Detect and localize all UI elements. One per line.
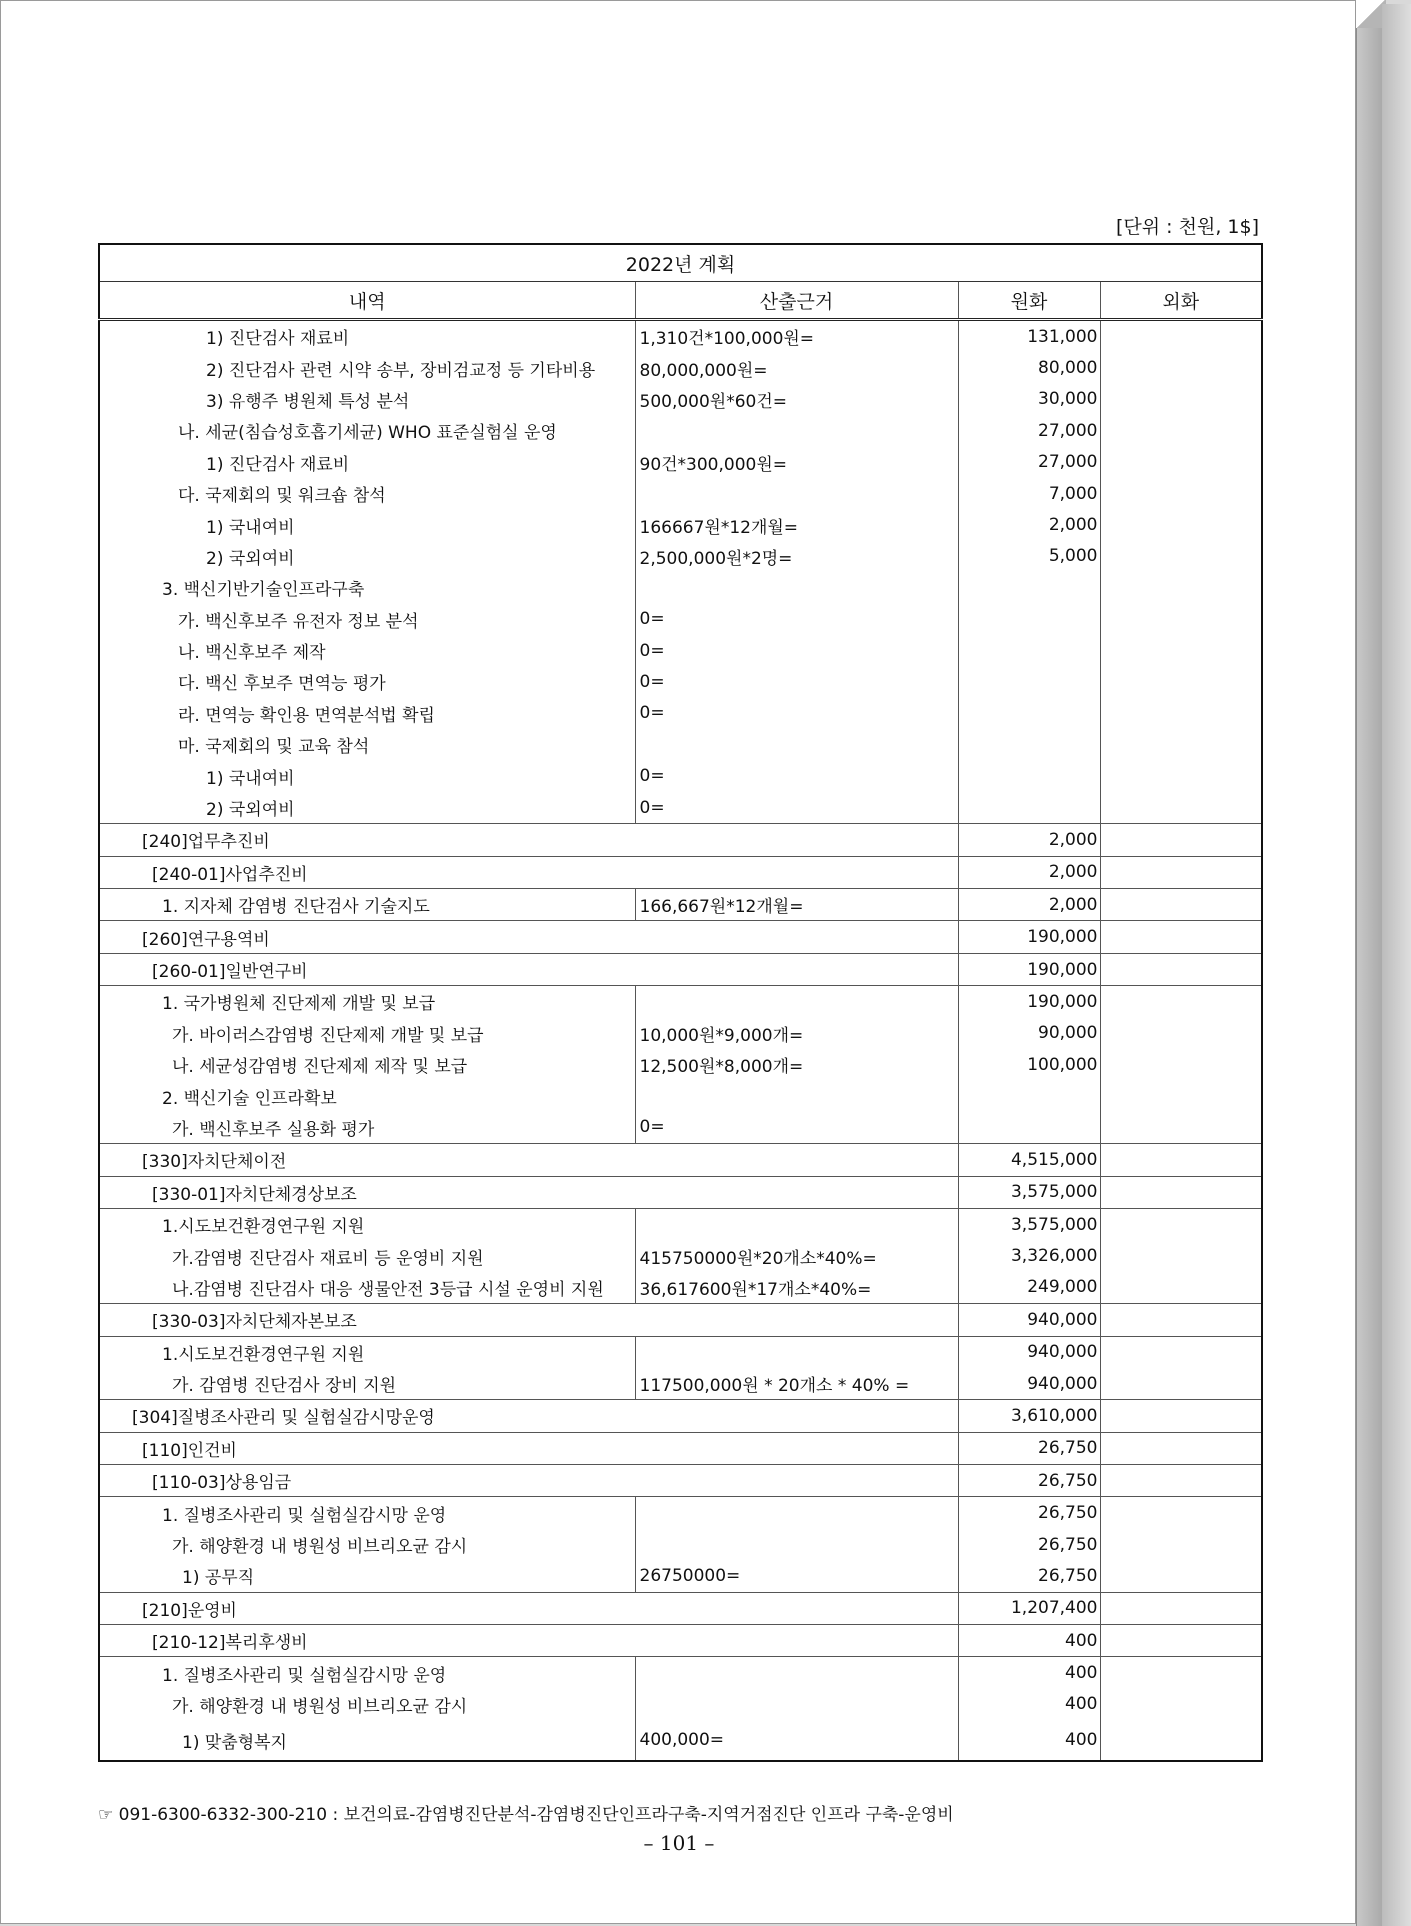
row-usd xyxy=(1100,635,1262,666)
row-basis xyxy=(635,1208,958,1240)
row-basis: 500,000원*60건= xyxy=(635,384,958,415)
table-row xyxy=(99,1304,1262,1336)
row-item: 1. 질병조사관리 및 실험실감시망 운영 xyxy=(99,1497,635,1529)
row-item: 1.시도보건환경연구원 지원 xyxy=(99,1208,635,1240)
row-item: 1) 맞춤형복지 xyxy=(99,1720,635,1761)
row-krw: 190,000 xyxy=(958,986,1100,1018)
row-basis: 12,500원*8,000개= xyxy=(635,1049,958,1080)
row-item: 다. 백신 후보주 면역능 평가 xyxy=(99,666,635,697)
row-krw: 100,000 xyxy=(958,1049,1100,1080)
row-item: 1. 질병조사관리 및 실험실감시망 운영 xyxy=(99,1657,635,1689)
page-shadow xyxy=(1382,4,1411,1926)
row-usd xyxy=(1100,666,1262,697)
header-item: 내역 xyxy=(99,282,635,320)
row-item: [260-01]일반연구비 xyxy=(99,953,958,985)
table-row xyxy=(99,415,1262,446)
row-usd xyxy=(1100,1657,1262,1689)
table-row xyxy=(99,824,1262,856)
table-row xyxy=(99,1080,1262,1111)
table-row xyxy=(99,1432,1262,1464)
row-item: 2) 국외여비 xyxy=(99,792,635,824)
row-krw: 4,515,000 xyxy=(958,1144,1100,1176)
row-krw xyxy=(958,635,1100,666)
row-usd xyxy=(1100,1144,1262,1176)
row-usd xyxy=(1100,1049,1262,1080)
row-krw: 940,000 xyxy=(958,1304,1100,1336)
row-krw: 3,326,000 xyxy=(958,1240,1100,1271)
row-usd xyxy=(1100,415,1262,446)
row-basis: 0= xyxy=(635,635,958,666)
row-krw: 400 xyxy=(958,1657,1100,1689)
row-usd xyxy=(1100,1560,1262,1592)
row-usd xyxy=(1100,1625,1262,1657)
row-krw: 2,000 xyxy=(958,509,1100,540)
row-basis: 0= xyxy=(635,604,958,635)
header-usd: 외화 xyxy=(1100,282,1262,320)
row-basis xyxy=(635,1336,958,1368)
table-row xyxy=(99,921,1262,953)
row-basis: 0= xyxy=(635,792,958,824)
table-row xyxy=(99,1336,1262,1368)
row-basis xyxy=(635,986,958,1018)
table-row xyxy=(99,1529,1262,1560)
row-krw: 2,000 xyxy=(958,856,1100,888)
table-row xyxy=(99,541,1262,572)
row-usd xyxy=(1100,889,1262,921)
row-usd xyxy=(1100,320,1262,353)
row-krw xyxy=(958,666,1100,697)
table-row xyxy=(99,635,1262,666)
row-usd xyxy=(1100,1176,1262,1208)
row-basis: 0= xyxy=(635,698,958,729)
table-row xyxy=(99,729,1262,760)
row-item: 마. 국제회의 및 교육 참석 xyxy=(99,729,635,760)
footnote: ☞ 091-6300-6332-300-210 : 보건의료-감염병진단분석-감염병진단인프라구축-지역거점진단 인프라 구축-운영비 xyxy=(98,1805,954,1825)
table-row xyxy=(99,1049,1262,1080)
row-item: 1.시도보건환경연구원 지원 xyxy=(99,1336,635,1368)
row-usd xyxy=(1100,921,1262,953)
row-item: [330-01]자치단체경상보조 xyxy=(99,1176,958,1208)
row-usd xyxy=(1100,604,1262,635)
row-usd xyxy=(1100,1497,1262,1529)
row-usd xyxy=(1100,1336,1262,1368)
row-basis: 0= xyxy=(635,666,958,697)
row-usd xyxy=(1100,478,1262,509)
table-row xyxy=(99,384,1262,415)
row-usd xyxy=(1100,1529,1262,1560)
row-item: 가. 감염병 진단검사 장비 지원 xyxy=(99,1368,635,1400)
row-item: 2. 백신기술 인프라확보 xyxy=(99,1080,635,1111)
row-item: [330-03]자치단체자본보조 xyxy=(99,1304,958,1336)
row-basis: 166,667원*12개월= xyxy=(635,889,958,921)
row-usd xyxy=(1100,953,1262,985)
row-basis: 0= xyxy=(635,1112,958,1144)
table-row xyxy=(99,1497,1262,1529)
row-item: 나. 백신후보주 제작 xyxy=(99,635,635,666)
table-row xyxy=(99,1592,1262,1624)
row-basis xyxy=(635,1657,958,1689)
table-row xyxy=(99,1560,1262,1592)
row-usd xyxy=(1100,1400,1262,1432)
table-row xyxy=(99,889,1262,921)
row-usd xyxy=(1100,1272,1262,1304)
row-basis: 0= xyxy=(635,760,958,791)
row-krw xyxy=(958,729,1100,760)
row-item: [304]질병조사관리 및 실험실감시망운영 xyxy=(99,1400,958,1432)
row-krw: 27,000 xyxy=(958,447,1100,478)
table-row xyxy=(99,953,1262,985)
row-basis xyxy=(635,1529,958,1560)
budget-table xyxy=(98,243,1263,1762)
header-basis: 산출근거 xyxy=(635,282,958,320)
row-usd xyxy=(1100,447,1262,478)
row-usd xyxy=(1100,1240,1262,1271)
row-item: 1) 진단검사 재료비 xyxy=(99,320,635,353)
row-item: [330]자치단체이전 xyxy=(99,1144,958,1176)
row-krw: 26,750 xyxy=(958,1465,1100,1497)
row-item: 2) 국외여비 xyxy=(99,541,635,572)
row-item: 가. 백신후보주 유전자 정보 분석 xyxy=(99,604,635,635)
row-krw: 400 xyxy=(958,1720,1100,1761)
row-item: [110-03]상용임금 xyxy=(99,1465,958,1497)
table-body xyxy=(99,320,1262,1762)
row-krw: 80,000 xyxy=(958,352,1100,383)
row-item: 나. 세균성감염병 진단제제 제작 및 보급 xyxy=(99,1049,635,1080)
table-row xyxy=(99,698,1262,729)
table-row xyxy=(99,1176,1262,1208)
row-usd xyxy=(1100,698,1262,729)
row-basis: 80,000,000원= xyxy=(635,352,958,383)
row-basis xyxy=(635,415,958,446)
row-item: 가. 백신후보주 실용화 평가 xyxy=(99,1112,635,1144)
row-krw: 940,000 xyxy=(958,1368,1100,1400)
row-item: 1) 국내여비 xyxy=(99,760,635,791)
row-krw: 190,000 xyxy=(958,953,1100,985)
row-usd xyxy=(1100,384,1262,415)
table-row xyxy=(99,792,1262,824)
row-basis xyxy=(635,572,958,603)
table-row xyxy=(99,572,1262,603)
row-item: 가. 바이러스감염병 진단제제 개발 및 보급 xyxy=(99,1018,635,1049)
row-krw xyxy=(958,1112,1100,1144)
row-krw: 3,610,000 xyxy=(958,1400,1100,1432)
table-row xyxy=(99,1112,1262,1144)
row-usd xyxy=(1100,1112,1262,1144)
row-item: [240]업무추진비 xyxy=(99,824,958,856)
row-krw xyxy=(958,604,1100,635)
row-krw xyxy=(958,572,1100,603)
row-item: 3) 유행주 병원체 특성 분석 xyxy=(99,384,635,415)
page-edge xyxy=(1356,0,1383,1926)
row-krw xyxy=(958,760,1100,791)
table-row xyxy=(99,856,1262,888)
row-usd xyxy=(1100,1592,1262,1624)
table-row xyxy=(99,352,1262,383)
row-item: 나. 세균(침습성호흡기세균) WHO 표준실험실 운영 xyxy=(99,415,635,446)
row-usd xyxy=(1100,1080,1262,1111)
table-title: 2022년 계획 xyxy=(99,244,1262,282)
row-krw: 1,207,400 xyxy=(958,1592,1100,1624)
row-usd xyxy=(1100,986,1262,1018)
table-row xyxy=(99,604,1262,635)
row-usd xyxy=(1100,760,1262,791)
row-item: 가. 해양환경 내 병원성 비브리오균 감시 xyxy=(99,1529,635,1560)
row-item: [110]인건비 xyxy=(99,1432,958,1464)
row-usd xyxy=(1100,792,1262,824)
table-row xyxy=(99,986,1262,1018)
table-row xyxy=(99,1625,1262,1657)
row-item: 1) 국내여비 xyxy=(99,509,635,540)
row-usd xyxy=(1100,1689,1262,1720)
row-item: 나.감염병 진단검사 대응 생물안전 3등급 시설 운영비 지원 xyxy=(99,1272,635,1304)
table-row xyxy=(99,1368,1262,1400)
row-krw xyxy=(958,698,1100,729)
row-usd xyxy=(1100,1208,1262,1240)
row-krw: 26,750 xyxy=(958,1560,1100,1592)
row-item: [260]연구용역비 xyxy=(99,921,958,953)
row-usd xyxy=(1100,1432,1262,1464)
row-usd xyxy=(1100,1304,1262,1336)
row-basis: 2,500,000원*2명= xyxy=(635,541,958,572)
row-item: [210-12]복리후생비 xyxy=(99,1625,958,1657)
row-item: 가.감염병 진단검사 재료비 등 운영비 지원 xyxy=(99,1240,635,1271)
row-basis: 26750000= xyxy=(635,1560,958,1592)
row-krw: 27,000 xyxy=(958,415,1100,446)
row-krw xyxy=(958,792,1100,824)
row-krw: 131,000 xyxy=(958,320,1100,353)
row-item: 다. 국제회의 및 워크숍 참석 xyxy=(99,478,635,509)
row-krw: 5,000 xyxy=(958,541,1100,572)
row-krw: 249,000 xyxy=(958,1272,1100,1304)
table-row xyxy=(99,1657,1262,1689)
row-usd xyxy=(1100,1720,1262,1761)
row-basis xyxy=(635,1497,958,1529)
table-row xyxy=(99,1240,1262,1271)
row-krw: 30,000 xyxy=(958,384,1100,415)
row-usd xyxy=(1100,1465,1262,1497)
row-item: 2) 진단검사 관련 시약 송부, 장비검교정 등 기타비용 xyxy=(99,352,635,383)
row-usd xyxy=(1100,1018,1262,1049)
row-item: 3. 백신기반기술인프라구축 xyxy=(99,572,635,603)
row-basis: 10,000원*9,000개= xyxy=(635,1018,958,1049)
row-krw: 400 xyxy=(958,1625,1100,1657)
row-usd xyxy=(1100,541,1262,572)
row-krw: 26,750 xyxy=(958,1432,1100,1464)
row-basis: 400,000= xyxy=(635,1720,958,1761)
row-basis: 166667원*12개월= xyxy=(635,509,958,540)
row-usd xyxy=(1100,824,1262,856)
row-krw: 2,000 xyxy=(958,889,1100,921)
row-item: 1) 진단검사 재료비 xyxy=(99,447,635,478)
row-basis xyxy=(635,1689,958,1720)
table-row xyxy=(99,1689,1262,1720)
row-krw: 940,000 xyxy=(958,1336,1100,1368)
row-usd xyxy=(1100,509,1262,540)
unit-label: [단위 : 천원, 1$] xyxy=(1116,216,1259,238)
row-usd xyxy=(1100,352,1262,383)
row-item: [210]운영비 xyxy=(99,1592,958,1624)
row-krw: 7,000 xyxy=(958,478,1100,509)
row-krw: 26,750 xyxy=(958,1529,1100,1560)
table-row xyxy=(99,478,1262,509)
row-usd xyxy=(1100,572,1262,603)
page-number: – 101 – xyxy=(643,1831,715,1855)
row-item: 1) 공무직 xyxy=(99,1560,635,1592)
row-basis xyxy=(635,478,958,509)
row-basis: 1,310건*100,000원= xyxy=(635,320,958,353)
row-usd xyxy=(1100,729,1262,760)
table-row xyxy=(99,760,1262,791)
table-row xyxy=(99,1018,1262,1049)
row-krw: 2,000 xyxy=(958,824,1100,856)
table-row xyxy=(99,1400,1262,1432)
header-krw: 원화 xyxy=(958,282,1100,320)
row-krw: 90,000 xyxy=(958,1018,1100,1049)
table-row xyxy=(99,1208,1262,1240)
table-row xyxy=(99,1465,1262,1497)
row-usd xyxy=(1100,1368,1262,1400)
row-item: 1. 국가병원체 진단제제 개발 및 보급 xyxy=(99,986,635,1018)
table-row xyxy=(99,666,1262,697)
row-basis xyxy=(635,729,958,760)
row-krw: 26,750 xyxy=(958,1497,1100,1529)
table-row xyxy=(99,320,1262,353)
table-row xyxy=(99,1272,1262,1304)
table-row xyxy=(99,1144,1262,1176)
table-row xyxy=(99,1720,1262,1761)
row-basis: 415750000원*20개소*40%= xyxy=(635,1240,958,1271)
row-krw xyxy=(958,1080,1100,1111)
row-basis: 36,617600원*17개소*40%= xyxy=(635,1272,958,1304)
table-row xyxy=(99,447,1262,478)
row-usd xyxy=(1100,856,1262,888)
row-krw: 190,000 xyxy=(958,921,1100,953)
row-basis: 90건*300,000원= xyxy=(635,447,958,478)
row-item: 1. 지자체 감염병 진단검사 기술지도 xyxy=(99,889,635,921)
row-krw: 400 xyxy=(958,1689,1100,1720)
row-basis xyxy=(635,1080,958,1111)
row-item: 가. 해양환경 내 병원성 비브리오균 감시 xyxy=(99,1689,635,1720)
row-basis: 117500,000원 * 20개소 * 40% = xyxy=(635,1368,958,1400)
row-krw: 3,575,000 xyxy=(958,1208,1100,1240)
row-item: 라. 면역능 확인용 면역분석법 확립 xyxy=(99,698,635,729)
table-row xyxy=(99,509,1262,540)
row-item: [240-01]사업추진비 xyxy=(99,856,958,888)
row-krw: 3,575,000 xyxy=(958,1176,1100,1208)
